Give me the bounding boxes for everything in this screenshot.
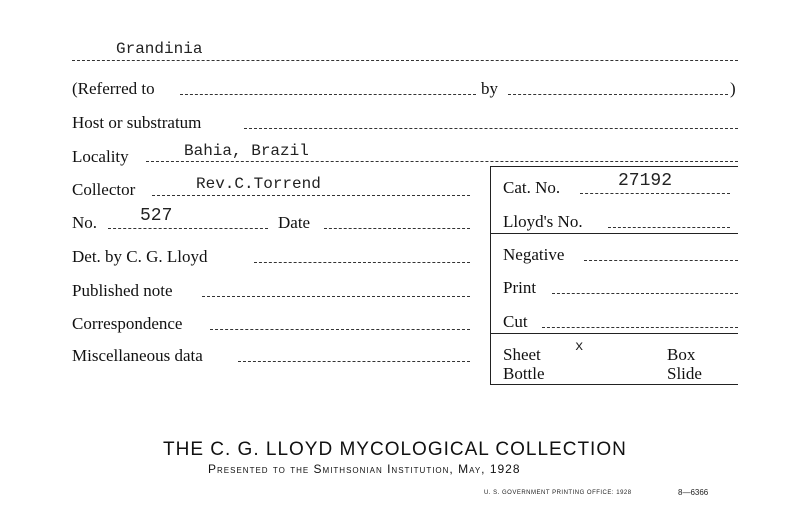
sheet-label: Sheet bbox=[503, 345, 541, 364]
genus-line bbox=[72, 60, 738, 61]
negative-label: Negative bbox=[503, 245, 565, 264]
collection-subtitle: Presented to the Smithsonian Institution, May, 1928 bbox=[208, 462, 521, 476]
misc-data-line bbox=[238, 361, 470, 362]
cut-label: Cut bbox=[503, 312, 528, 331]
form-code: 8—6366 bbox=[678, 488, 709, 497]
collector-value: Rev.C.Torrend bbox=[196, 175, 321, 193]
correspondence-label: Correspondence bbox=[72, 314, 183, 333]
print-label: Print bbox=[503, 278, 537, 297]
no-value: 527 bbox=[140, 206, 173, 226]
collector-label: Collector bbox=[72, 180, 136, 199]
det-by-label: Det. by C. G. Lloyd bbox=[72, 247, 208, 266]
host-line bbox=[244, 128, 738, 129]
cut-line bbox=[542, 327, 738, 328]
sheet-mark: x bbox=[575, 339, 584, 355]
collector-line bbox=[152, 195, 470, 196]
referred-to-label: (Referred to bbox=[72, 79, 155, 98]
bottle-label: Bottle bbox=[503, 364, 545, 383]
by-line bbox=[508, 94, 728, 95]
referred-to-line bbox=[180, 94, 476, 95]
box-top-rule bbox=[490, 166, 738, 167]
box-mid-rule-2 bbox=[490, 333, 738, 334]
printing-office-note: U. S. GOVERNMENT PRINTING OFFICE: 1928 bbox=[484, 490, 632, 496]
cat-no-value: 27192 bbox=[618, 171, 673, 191]
date-label: Date bbox=[278, 213, 311, 232]
no-line bbox=[108, 228, 268, 229]
lloyds-no-line bbox=[608, 227, 730, 228]
box-label: Box bbox=[667, 345, 696, 364]
slide-label: Slide bbox=[667, 364, 702, 383]
host-label: Host or substratum bbox=[72, 113, 202, 132]
close-paren: ) bbox=[730, 79, 736, 98]
cat-no-line bbox=[580, 193, 730, 194]
collection-title: THE C. G. LLOYD MYCOLOGICAL COLLECTION bbox=[163, 439, 627, 460]
no-label: No. bbox=[72, 213, 98, 232]
date-line bbox=[324, 228, 470, 229]
cat-no-label: Cat. No. bbox=[503, 178, 561, 197]
genus-name: Grandinia bbox=[116, 40, 203, 58]
published-note-label: Published note bbox=[72, 281, 173, 300]
box-mid-rule-1 bbox=[490, 233, 738, 234]
print-line bbox=[552, 293, 738, 294]
det-by-line bbox=[254, 262, 470, 263]
misc-data-label: Miscellaneous data bbox=[72, 346, 203, 365]
box-bottom-rule bbox=[490, 384, 738, 385]
locality-label: Locality bbox=[72, 147, 129, 166]
lloyds-no-label: Lloyd's No. bbox=[503, 212, 583, 231]
negative-line bbox=[584, 260, 738, 261]
box-left-rule bbox=[490, 166, 491, 385]
correspondence-line bbox=[210, 329, 470, 330]
published-note-line bbox=[202, 296, 470, 297]
locality-line bbox=[146, 161, 738, 162]
locality-value: Bahia, Brazil bbox=[184, 142, 309, 160]
by-label: by bbox=[481, 79, 498, 98]
